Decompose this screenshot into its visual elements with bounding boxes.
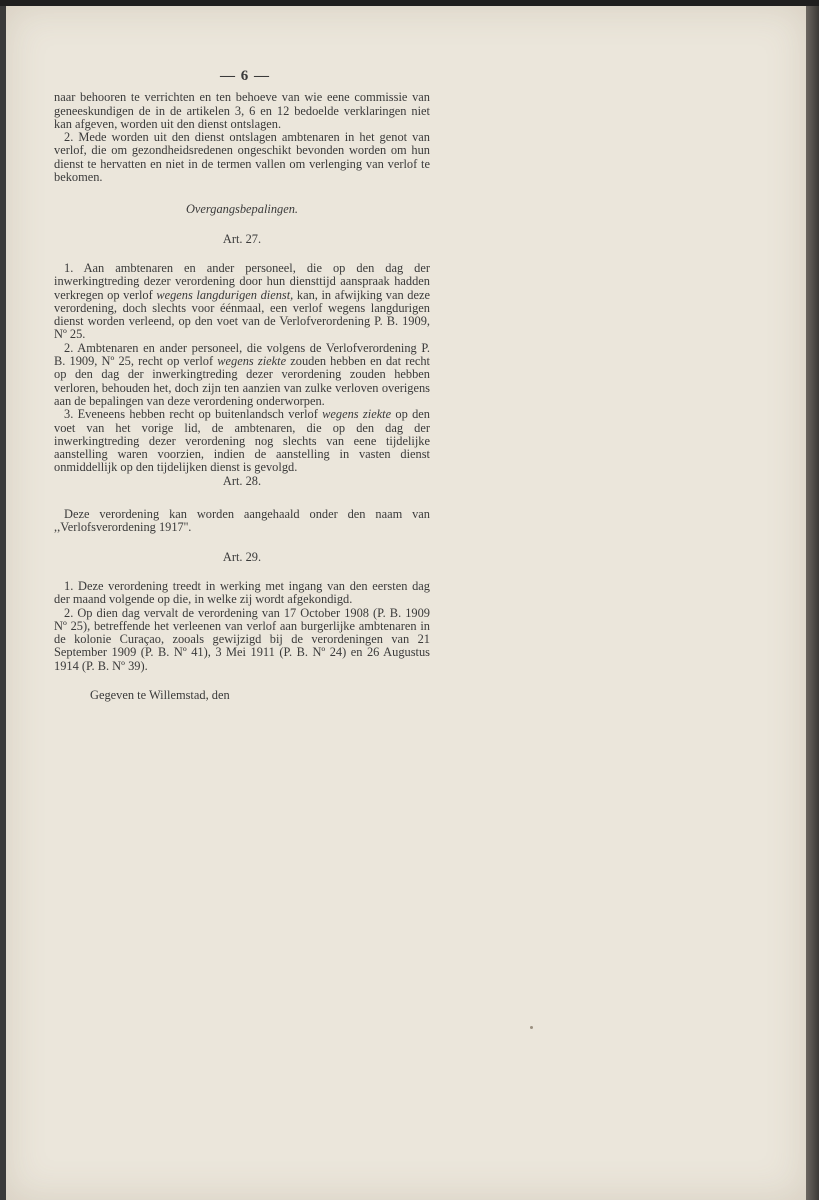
art-27-paragraph-2 — [54, 342, 430, 408]
section-title: Overgangsbepalingen. — [185, 202, 299, 217]
art-27-paragraph-3 — [54, 408, 430, 474]
art-29-paragraph-1: 1. Deze verordening treedt in werking met ingang van den eersten dag der maand volgende op die, in welke zij wordt afgekondigd. — [54, 578, 430, 607]
art-29-paragraph-2: 2. Op dien dag vervalt de verordening van 17 October 1908 (P. B. 1909 Nº 25), betreffende het verleenen van verlof aan burgerlijke ambtenaren in de kolonie Curaçao, zooals gewijzigd bij de verordeningen van 21 September 1909 (P. B. Nº 41), 3 Mei 1911 (P. B. Nº 24) en 26 Augustus 1914 (P. B. Nº 39). — [54, 605, 430, 673]
art-27-heading: Art. 27. — [222, 231, 262, 246]
art-27-p2-text: 2. Ambtenaren en ander personeel, die volgens de Verlofverordening P. B. 1909, Nº 25, recht op verlof — [54, 340, 430, 369]
art-28-heading: Art. 28. — [222, 473, 262, 488]
art-27-p1-italic: wegens langdurigen dienst, — [156, 287, 294, 302]
page-binding-edge — [806, 6, 819, 1200]
art-27-p1-text-after: kan, in afwijking van deze verordening, doch slechts voor éénmaal, een verlof wegens langdurigen dienst worden verleend, op den voet van de Verlofverordening P. B. 1909, Nº 25. — [54, 287, 430, 342]
art-27-p1-text: 1. Aan ambtenaren en ander personeel, die op den dag der inwerkingtreding dezer verordening door hun diensttijd aanspraak hadden verkregen op verlof — [54, 260, 430, 302]
art-27-paragraph-1 — [54, 262, 430, 342]
document-text — [54, 70, 430, 702]
page-number: — 6 — — [220, 68, 270, 84]
art-27-p2-italic: wegens ziekte — [217, 354, 287, 369]
signoff-line: Gegeven te Willemstad, den — [90, 687, 230, 702]
art-29-heading: Art. 29. — [222, 549, 262, 564]
paper-speck — [530, 1026, 533, 1029]
art-27-p2-text-after: zouden hebben en dat recht op den dag der inwerkingtreding dezer verordening zouden hebben verloren, behouden het, doch zijn ten aanzien van zulke verloven overigens aan de bepalingen van deze verordening onderworpen. — [54, 354, 430, 408]
art-28-paragraph: Deze verordening kan worden aangehaald onder den naam van ,,Verlofsverordening 1917''. — [54, 507, 430, 535]
art-27-p3-text: 3. Eveneens hebben recht op buitenlandsch verlof — [64, 407, 323, 422]
paragraph-2: 2. Mede worden uit den dienst ontslagen ambtenaren in het genot van verlof, die om gezondheidsredenen ongeschikt bevonden worden om hun dienst te hervatten en niet in de termen vallen om verlenging van verlof te bekomen. — [54, 130, 430, 185]
paragraph-continued: naar behooren te verrichten en ten behoeve van wie eene commissie van geneeskundigen de in de artikelen 3, 6 en 12 bedoelde verklaringen niet kan afgeven, worden uit den dienst ontslagen. — [54, 90, 430, 131]
art-27-p3-italic: wegens ziekte — [322, 407, 392, 422]
art-27-p3-text-after: op den voet van het vorige lid, de ambtenaren, die op den dag der inwerkingtreding dezer verordening nog slechts van eene tijdelijke aanstelling waren voorzien, indien de aanstelling in vasten dienst onmiddellijk op den tijdelijken dienst is gevolgd. — [54, 407, 431, 475]
